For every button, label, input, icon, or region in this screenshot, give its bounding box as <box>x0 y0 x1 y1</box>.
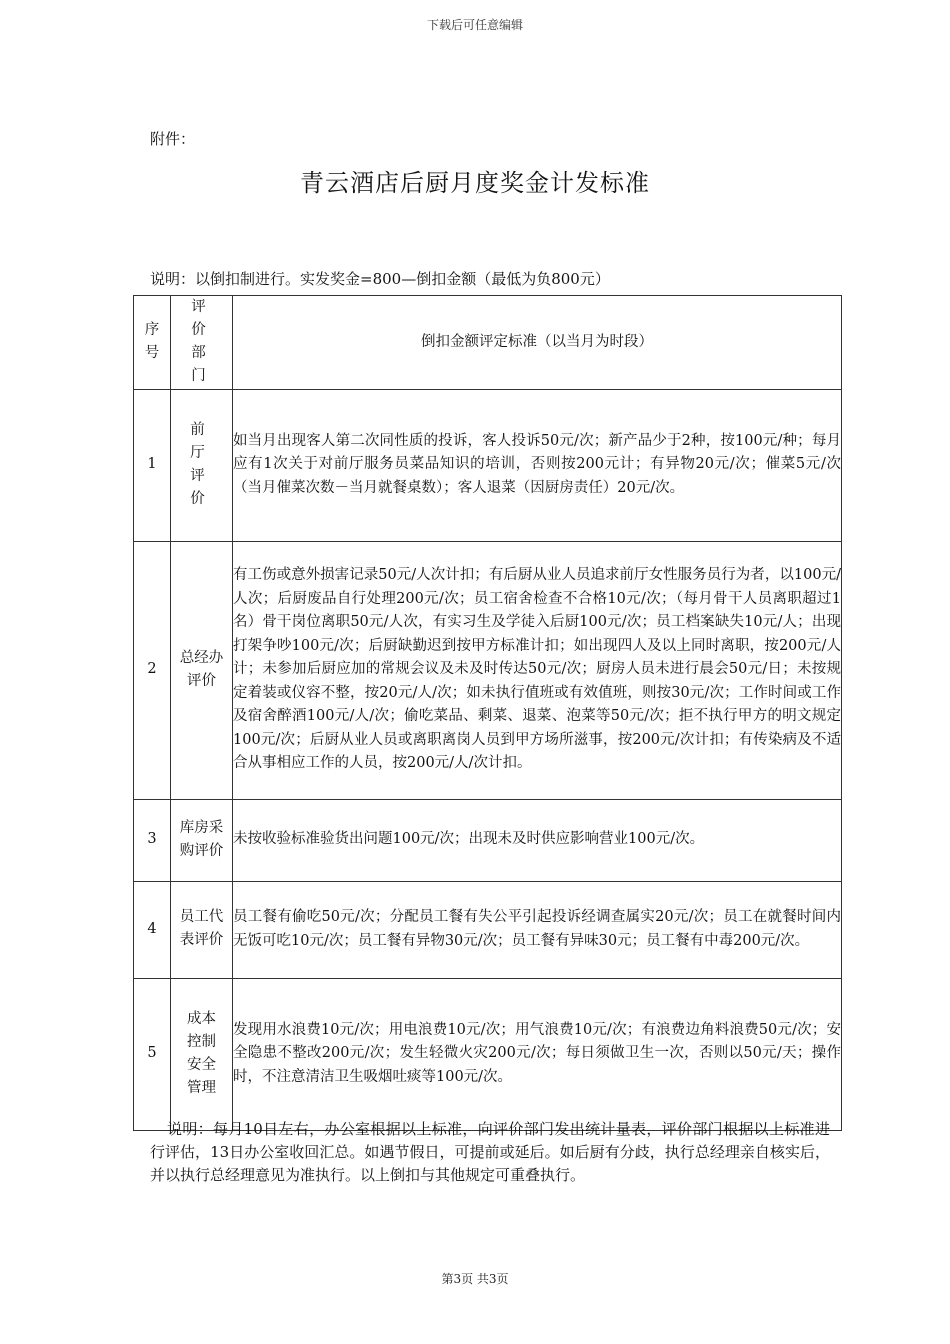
attachment-label: 附件： <box>150 130 196 148</box>
row-no: 1 <box>134 389 171 541</box>
row-standard: 员工餐有偷吃50元/次；分配员工餐有失公平引起投诉经调查属实20元/次；员工在就餐时间内无饭可吃10元/次；员工餐有异物30元/次；员工餐有异味30元；员工餐有中毒200元/次。 <box>233 881 842 978</box>
row-no: 3 <box>134 799 171 881</box>
table-row <box>134 389 842 541</box>
standards-table <box>133 295 842 1131</box>
table-row <box>134 799 842 881</box>
row-no: 2 <box>134 541 171 799</box>
header-dept: 评价部门 <box>171 296 233 390</box>
row-dept: 前厅评价 <box>171 389 233 541</box>
table-row <box>134 881 842 978</box>
row-standard: 未按收验标准验货出问题100元/次；出现未及时供应影响营业100元/次。 <box>233 799 842 881</box>
table-row <box>134 978 842 1130</box>
row-no: 5 <box>134 978 171 1130</box>
closing-note: 说明：每月10日左右，办公室根据以上标准，向评价部门发出统计量表，评价部门根据以上标准进行评估，13日办公室收回汇总。如遇节假日，可提前或延后。如后厨有分歧，执行总经理亲自核实后，并以执行总经理意见为准执行。以上倒扣与其他规定可重叠执行。 <box>150 1120 830 1184</box>
table-header-row <box>134 296 842 390</box>
header-standard: 倒扣金额评定标准（以当月为时段） <box>233 296 842 390</box>
page-footer: 第3页 共3页 <box>441 1272 509 1286</box>
row-no: 4 <box>134 881 171 978</box>
row-dept: 成本控制安全管理 <box>171 978 233 1130</box>
row-standard: 发现用水浪费10元/次；用电浪费10元/次；用气浪费10元/次；有浪费边角料浪费50元/次；安全隐患不整改200元/次；发生轻微火灾200元/次；每日须做卫生一次，否则以50元/天；操作时，不注意清洁卫生吸烟吐痰等100元/次。 <box>233 978 842 1130</box>
table-row <box>134 541 842 799</box>
row-dept: 员工代表评价 <box>171 881 233 978</box>
row-standard: 如当月出现客人第二次同性质的投诉，客人投诉50元/次；新产品少于2种，按100元/种；每月应有1次关于对前厅服务员菜品知识的培训，否则按200元计；有异物20元/次；催菜5元/次（当月催菜次数－当月就餐桌数）；客人退菜（因厨房责任）20元/次。 <box>233 389 842 541</box>
row-standard: 有工伤或意外损害记录50元/人次计扣；有后厨从业人员追求前厅女性服务员行为者，以100元/人次；后厨废品自行处理200元/次；员工宿舍检查不合格10元/次；（每月骨干人员离职超过1名）骨干岗位离职50元/人次，有实习生及学徒入后厨100元/次；员工档案缺失10元/人；出现打架争吵100元/次；后厨缺勤迟到按甲方标准计扣；如出现四人及以上同时离职，按200元/人计；未参加后厨应加的常规会议及未及时传达50元/次；厨房人员未进行晨会50元/日；未按规定着装或仪容不整，按20元/人/次；如未执行值班或有效值班，则按30元/次；工作时间或工作及宿舍醉酒100元/人/次；偷吃菜品、剩菜、退菜、泡菜等50元/次；拒不执行甲方的明文规定100元/次；后厨从业人员或离职离岗人员到甲方场所滋事，按200元/次计扣；有传染病及不适合从事相应工作的人员，按200元/人/次计扣。 <box>233 541 842 799</box>
page-header: 下载后可任意编辑 <box>426 18 523 32</box>
intro-text: 说明：以倒扣制进行。实发奖金=800—倒扣金额（最低为负800元） <box>150 270 610 288</box>
row-dept: 总经办评价 <box>171 541 233 799</box>
document-title: 青云酒店后厨月度奖金计发标准 <box>300 169 650 197</box>
header-no: 序号 <box>134 296 171 390</box>
row-dept: 库房采购评价 <box>171 799 233 881</box>
